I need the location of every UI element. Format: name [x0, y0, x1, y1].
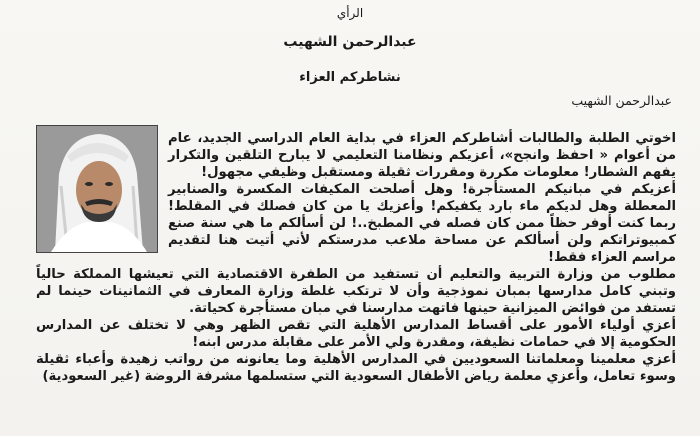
section-label: الرأي: [336, 6, 364, 20]
article-byline: عبدالرحمن الشهيب: [571, 93, 672, 108]
article-title: نشاطركم العزاء: [299, 70, 401, 85]
paragraph-3: مطلوب من وزارة التربية والتعليم أن تستفيد من الطفرة الاقتصادية التي تعيشها المملكة حالياً وتبني كامل مدارسها بمبان نموذجية وأن لا ترتكب غلطة وزارة المعارف في الثمانينات حينما لم تستفد من فوائض الميزانية حينها فاتهت مدارسنا في مبان مستأجرة كحياتة.: [36, 267, 676, 316]
paragraph-5: أعزي معلمينا ومعلماتنا السعوديين في المدارس الأهلية وما يعانونه من رواتب زهيدة وأعباء ثقيلة وسوء تعامل، وأعزي معلمة رياض الأطفال السعودية التي ستسلمها مشرفة الروضة (غير السعودية): [36, 352, 676, 384]
paragraph-1: اخوتي الطلبة والطالبات أشاطركم العزاء في بداية العام الدراسي الجديد، عام من أعوام « احفظ وانجح»، أعزيكم ونظامنا التعليمي لا يبارح التلقين والتكرار يفهم الشطار! معلومات مكررة ومقررات ثقيلة ومستقبل وظيفي مجهول!: [168, 131, 676, 180]
header-author: عبدالرحمن الشهيب: [283, 34, 417, 50]
paragraph-2: أعزيكم في مبانيكم المستأجرة! وهل أصلحت المكيفات المكسرة والصنابير المعطلة وهل لديكم ماء بارد يكفيكم! وأعزيك يا من كان فصلك في المقلط! ربما كنت أوفر حظاً ممن كان فصله في المطبخ..! لن أسألكم ما هي سنة صنع كمبيوتراتكم ولن أسألكم عن مساحة ملاعب مدرستكم لأني أتيت هنا لتقديم مراسم العزاء فقط!: [168, 182, 676, 265]
photo-spacer: [36, 130, 168, 258]
paragraph-4: أعزي أولياء الأمور على أقساط المدارس الأهلية التي تقص الظهر وهي لا تختلف عن المدارس الحكومية إلا في حمامات نظيفة، ومقدرة ولي الأمر على مقابلة مدرس ابنه!: [36, 318, 676, 350]
article-body: [36, 130, 676, 385]
